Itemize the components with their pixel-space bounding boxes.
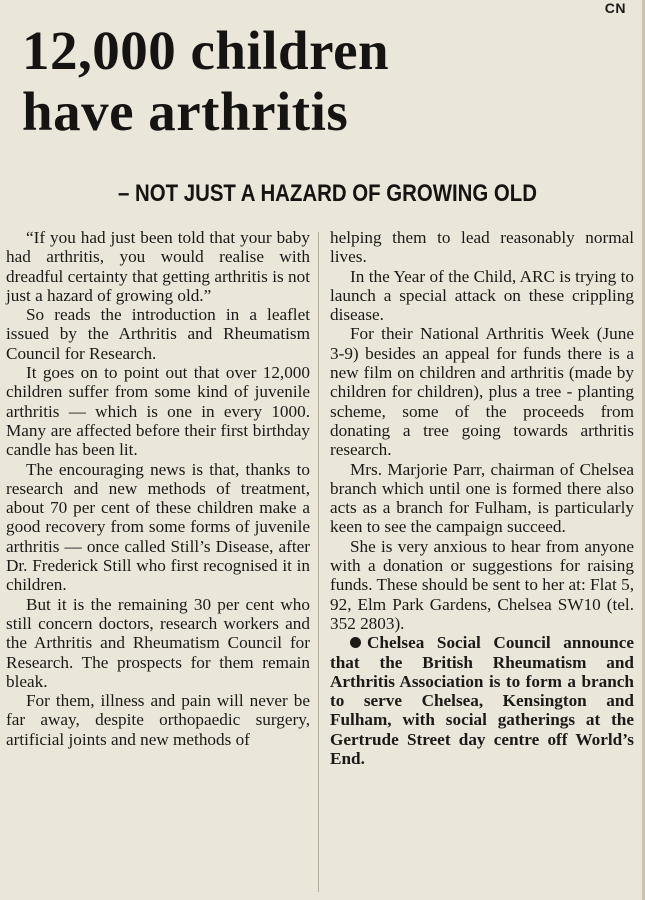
paragraph: The encouraging news is that, thanks to research and new methods of treatment, about 70 per cent of these children make a good recovery from some forms of juvenile arthritis — once called Still’s Disease, after Dr. Frederick Still who first recognised it in children. — [6, 459, 310, 595]
paragraph: Mrs. Marjorie Parr, chairman of Chelsea branch which until one is formed there also acts as a branch for Fulham, is particularly keen to see the campaign succeed. — [330, 459, 634, 537]
paragraph: It goes on to point out that over 12,000 children suffer from some kind of juvenile arthritis — which is one in every 1000. Many are affected before their first birthday candle has been lit. — [6, 363, 310, 460]
corner-mark: CN — [604, 0, 626, 16]
paragraph-continuation: helping them to lead reasonably normal lives. — [330, 228, 634, 267]
notice-text: Chelsea Social Council announce that the British Rheumatism and Arthritis Association is to form a branch to serve Chelsea, Kensington and Fulham, with social gatherings at the Gertrude Street day centre off World’s End. — [330, 633, 634, 769]
left-column — [6, 228, 310, 749]
column-divider — [318, 232, 319, 892]
headline — [22, 20, 389, 142]
bullet-icon — [350, 637, 361, 648]
paragraph: In the Year of the Child, ARC is trying to launch a special attack on these crippling disease. — [330, 266, 634, 325]
paragraph: She is very anxious to hear from anyone with a donation or suggestions for raising funds. These should be sent to her at: Flat 5, 92, Elm Park Gardens, Chelsea SW10 (tel. 352 2803). — [330, 536, 634, 633]
paragraph: But it is the remaining 30 per cent who still concern doctors, research workers and the Arthritis and Rheumatism Council for Research. The prospects for them remain bleak. — [6, 594, 310, 691]
paragraph: “If you had just been told that your baby had arthritis, you would realise with dreadful certainty that getting arthritis is not just a hazard of growing old.” — [6, 228, 310, 305]
headline-line-2: have arthritis — [22, 81, 349, 142]
notice-paragraph — [330, 633, 634, 768]
paragraph: So reads the introduction in a leaflet issued by the Arthritis and Rheumatism Council for Research. — [6, 305, 310, 363]
right-column — [330, 228, 634, 768]
headline-line-1: 12,000 children — [22, 20, 390, 81]
paragraph: For them, illness and pain will never be far away, despite orthopaedic surgery, artificial joints and new methods of — [6, 691, 310, 749]
kicker-subheadline: – NOT JUST A HAZARD OF GROWING OLD — [118, 180, 537, 207]
paragraph: For their National Arthritis Week (June 3-9) besides an appeal for funds there is a new film on children and arthritis (made by children for children), plus a tree - planting scheme, some of the proceeds from donating a tree going towards arthritis research. — [330, 324, 634, 460]
